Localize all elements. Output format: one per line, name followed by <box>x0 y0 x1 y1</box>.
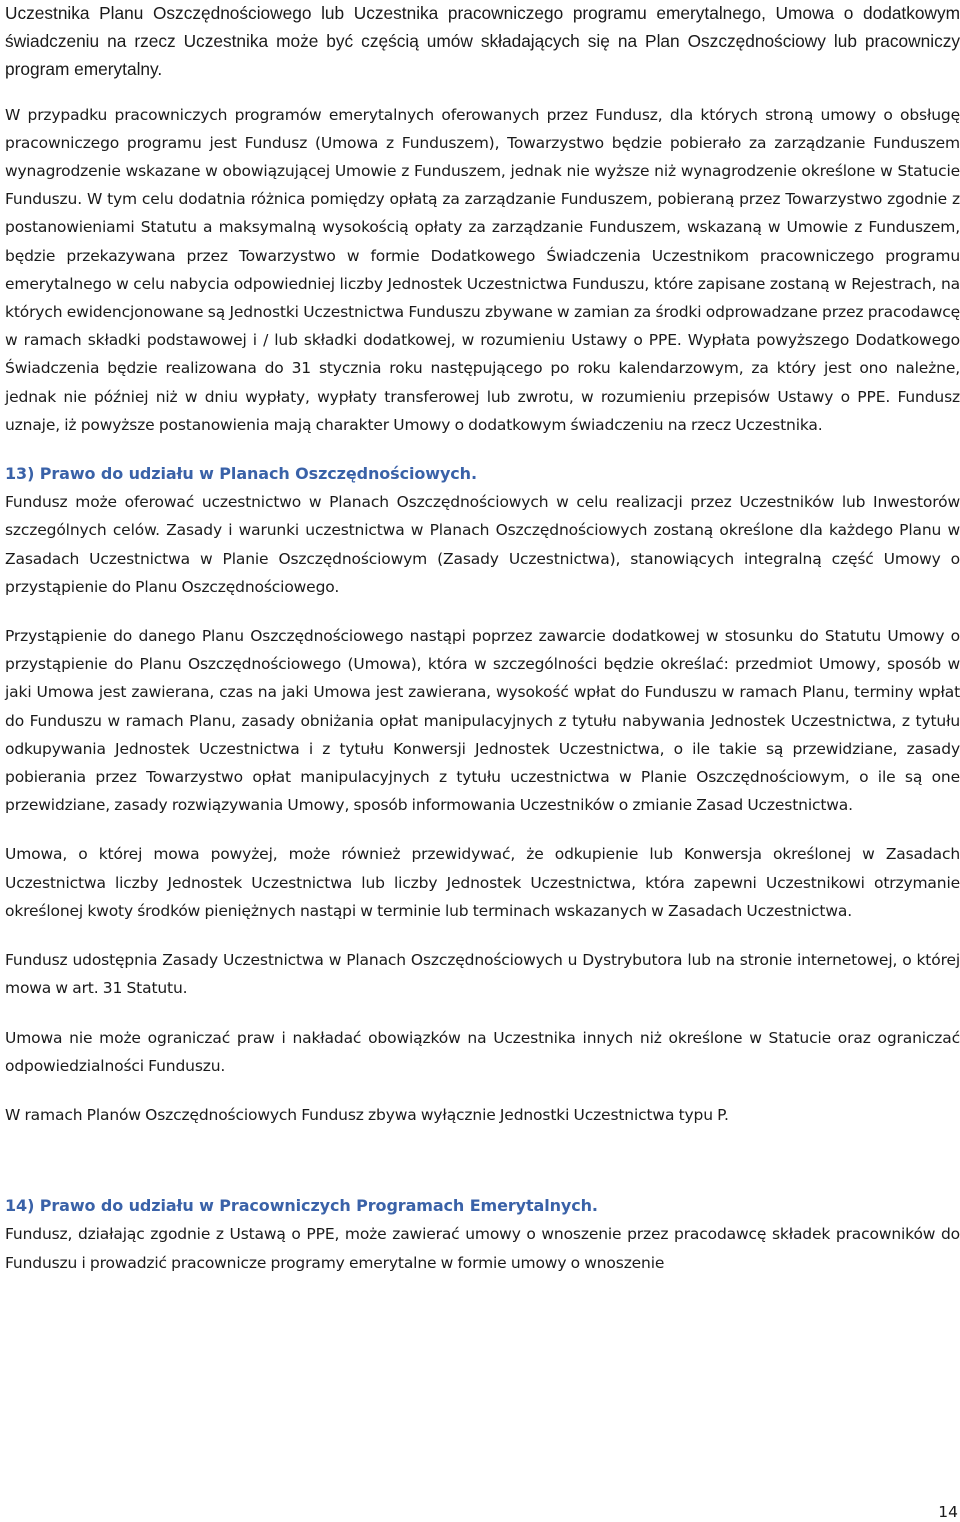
spacer <box>5 601 960 622</box>
paragraph-pension-programs-fee: W przypadku pracowniczych programów emerytalnych oferowanych przez Fundusz, dla których stroną umowy o obsługę pracowniczego programu jest Fundusz (Umowa z Funduszem), Towarzystwo będzie pobierało za zarządzanie Funduszem wynagrodzenie wskazane w obowiązującej Umowie z Funduszem, jednak nie wyższe niż wynagrodzenie określone w Statucie Funduszu. W tym celu dodatnia różnica pomiędzy opłatą za zarządzanie Funduszem, pobieraną przez Towarzystwo zgodnie z postanowieniami Statutu a maksymalną wysokością opłaty za zarządzanie Funduszem, wskazaną w Umowie z Funduszem, będzie przekazywana przez Towarzystwo w formie Dodatkowego Świadczenia Uczestnikom pracowniczego programu emerytalnego w celu nabycia odpowiedniej liczby Jednostek Uczestnictwa Funduszu, które zapisane zostaną w Rejestrach, na których ewidencjonowane są Jednostki Uczestnictwa Funduszu zbywane w zamian za środki odprowadzane przez pracodawcę w ramach składki podstawowej i / lub składki dodatkowej, w rozumieniu Ustawy o PPE. Wypłata powyższego Dodatkowego Świadczenia będzie realizowana do 31 stycznia roku następującego po roku kalendarzowym, za który jest ono należne, jednak nie później niż w dniu wypłaty, wypłaty transferowej lub zwrotu, w rozumieniu przepisów Ustawy o PPE. Fundusz uznaje, iż powyższe postanowienia mają charakter Umowy o dodatkowym świadczeniu na rzecz Uczestnika. <box>5 105 960 434</box>
paragraph-redemption-conversion: Umowa, o której mowa powyżej, może również przewidywać, że odkupienie lub Konwersja określonej w Zasadach Uczestnictwa liczby Jednostek Uczestnictwa lub liczby Jednostek Uczestnictwa, która zapewni Uczestnikowi otrzymanie określonej kwoty środków pieniężnych nastąpi w terminie lub terminach wskazanych w Zasadach Uczestnictwa. <box>5 845 960 920</box>
section-heading-13: 13) Prawo do udziału w Planach Oszczędnościowych. <box>5 464 477 484</box>
spacer <box>5 439 960 460</box>
paragraph-rules-availability: Fundusz udostępnia Zasady Uczestnictwa w Planach Oszczędnościowych u Dystrybutora lub na stronie internetowej, o której mowa w art. 31 Statutu. <box>5 951 960 998</box>
paragraph-unit-type: W ramach Planów Oszczędnościowych Fundusz zbywa wyłącznie Jednostki Uczestnictwa typu P. <box>5 1105 729 1124</box>
paragraph-savings-plans-offer: Fundusz może oferować uczestnictwo w Planach Oszczędnościowych w celu realizacji przez Uczestników lub Inwestorów szczególnych celów. Zasady i warunki uczestnictwa w Planach Oszczędnościowych zostaną określone dla każdego Planu w Zasadach Uczestnictwa w Planie Oszczędnościowym (Zasady Uczestnictwa), stanowiących integralną część Umowy o przystąpienie do Planu Oszczędnościowego. <box>5 493 960 596</box>
spacer <box>5 1129 960 1171</box>
paragraph-ppe-agreements: Fundusz, działając zgodnie z Ustawą o PPE, może zawierać umowy o wnoszenie przez pracodawcę składek pracowników do Funduszu i prowadzić pracownicze programy emerytalne w formie umowy o wnoszenie <box>5 1225 960 1272</box>
spacer <box>5 925 960 946</box>
paragraph-agreement-limits: Umowa nie może ograniczać praw i nakładać obowiązków na Uczestnika innych niż określone w Statucie oraz ograniczać odpowiedzialności Funduszu. <box>5 1028 960 1075</box>
spacer <box>5 1080 960 1101</box>
section-heading-14: 14) Prawo do udziału w Pracowniczych Programach Emerytalnych. <box>5 1196 598 1216</box>
paragraph-participant-agreement: Uczestnika Planu Oszczędnościowego lub Uczestnika pracowniczego programu emerytalnego, Umowa o dodatkowym świadczeniu na rzecz Uczestnika może być częścią umów składających się na Plan Oszczędnościowy lub pracowniczy program emerytalny. <box>5 3 960 80</box>
document-page <box>5 0 960 1277</box>
paragraph-joining-plan: Przystąpienie do danego Planu Oszczędnościowego nastąpi poprzez zawarcie dodatkowej w stosunku do Statutu Umowy o przystąpienie do Planu Oszczędnościowego (Umowa), która w szczególności będzie określać: przedmiot Umowy, sposób w jaki Umowa jest zawierana, czas na jaki Umowa jest zawierana, wysokość wpłat do Funduszu w ramach Planu, terminy wpłat do Funduszu w ramach Planu, zasady obniżania opłat manipulacyjnych z tytułu nabywania Jednostek Uczestnictwa, z tytułu odkupywania Jednostek Uczestnictwa i z tytułu Konwersji Jednostek Uczestnictwa, o ile takie są przewidziane, zasady pobierania przez Towarzystwo opłat manipulacyjnych z tytułu uczestnictwa w Planie Oszczędnościowym, o ile są one przewidziane, zasady rozwiązywania Umowy, sposób informowania Uczestników o zmianie Zasad Uczestnictwa. <box>5 627 960 815</box>
page-number: 14 <box>938 1503 958 1521</box>
spacer <box>5 1003 960 1024</box>
spacer <box>5 819 960 840</box>
spacer <box>5 84 960 101</box>
spacer <box>5 1171 960 1192</box>
